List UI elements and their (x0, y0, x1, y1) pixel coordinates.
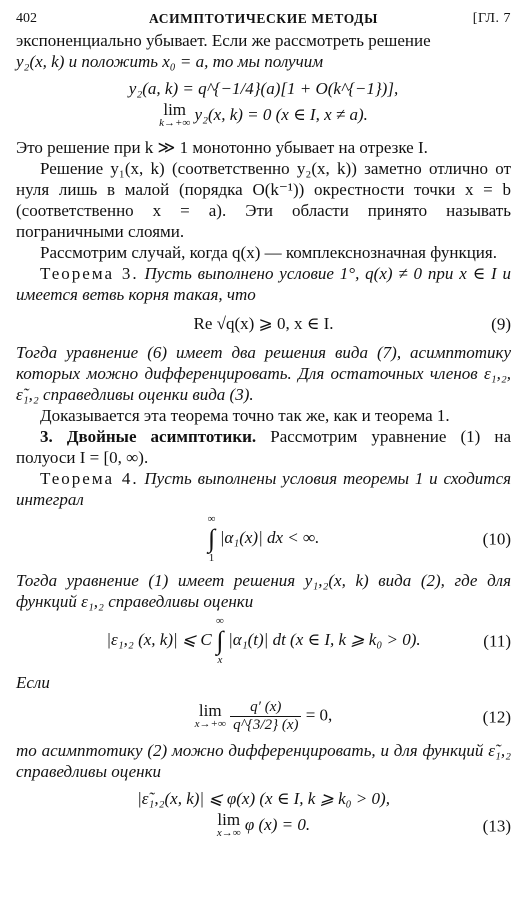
equation-9: Re √q(x) ⩾ 0, x ∈ I. (9) (193, 314, 511, 333)
paragraph: Доказывается эта теорема точно так же, как и теорема 1. (40, 406, 450, 425)
running-header (16, 6, 511, 30)
fraction: $\frac{q' (x)}{q\^{}\{3/2\} (x)}$ (230, 699, 301, 734)
chapter-mark: [ГЛ. 7 (472, 11, 511, 26)
paragraph: Это решение при k ≫ 1 монотонно убывает на отрезке I. (16, 138, 428, 157)
paragraph: Если (16, 673, 50, 692)
equation-11: |ε₁,₂ (x, k)| ⩽ C ∞ ∫ x |α₁(t)| dt (x ∈ I, k ⩾ k₀ > 0). (11) (106, 615, 511, 666)
equation-13a: |ε̃₁,₂(x, k)| ⩽ φ(x) (x ∈ I, k ⩾ k₀ > 0), (137, 789, 390, 808)
paragraph: Рассмотрим случай, когда q(x) — комплекснозначная функция. (40, 243, 497, 262)
equation-number: (10) (482, 529, 511, 549)
equation: y₂(a, k) = q^{−1/4}(a)[1 + O(k^{−1})], (128, 79, 399, 98)
limit-operator: lim x→+∞ (194, 700, 226, 730)
equation-number: (9) (491, 314, 511, 333)
paragraph: Тогда уравнение (1) имеет решения y₁,₂(x, k) вида (2), где для функций ε₁,₂ справедливы оценки (16, 571, 511, 611)
theorem-label: Теорема 3. (40, 264, 139, 283)
equation-12: lim x→+∞ $\frac{q' (x)}{q\^{}\{3/2\} (x)}$ = 0, (12) (194, 699, 511, 733)
paragraph: то асимптотику (2) можно дифференцировать, и для функций ε̃₁,₂ справедливы оценки (16, 741, 511, 781)
limit-operator: lim x→∞ (216, 810, 241, 839)
integral-sign: ∞ ∫ 1 (207, 513, 216, 564)
paragraph: экспоненциально убывает. Если же рассмотреть решение (16, 31, 431, 50)
equation: lim k→+∞ y₂(x, k) = 0 (x ∈ I, x ≠ a). (159, 100, 368, 129)
equation-number: (11) (483, 631, 511, 651)
theorem-label: Теорема 4. (40, 469, 139, 488)
equation-13b: lim x→∞ φ (x) = 0. (13) (216, 810, 511, 839)
equation-number: (13) (482, 816, 511, 836)
equation-number: (12) (482, 707, 511, 726)
paragraph: y₂(x, k) и положить x₀ = a, то мы получим (16, 52, 324, 71)
theorem-3: Теорема 3. Пусть выполнено условие 1°, q(x) ≠ 0 при x ∈ I и имеется ветвь корня такая, что (16, 264, 512, 304)
limit-operator: lim k→+∞ (159, 100, 191, 129)
equation-10: ∞ ∫ 1 |α₁(x)| dx < ∞. (10) (207, 513, 511, 564)
theorem-4: Теорема 4. Пусть выполнены условия теоремы 1 и сходится интеграл (16, 469, 512, 509)
running-title: АСИМПТОТИЧЕСКИЕ МЕТОДЫ (149, 11, 378, 26)
section-3: 3. Двойные асимптотики. Рассмотрим уравнение (1) на полуоси I = [0, ∞). (16, 427, 511, 467)
paragraph: Решение y₁(x, k) (соответственно y₂(x, k)) заметно отлично от нуля лишь в малой (порядка O(k⁻¹)) окрестности точки x = b (соответственно x = a). Эти области принято называть пограничными слоями. (16, 159, 511, 241)
paragraph: Тогда уравнение (6) имеет два решения вида (7), асимптотику которых можно дифференцировать. Для остаточных членов ε₁,₂, ε̃₁,₂ справедливы оценки вида (3). (16, 343, 511, 404)
page-number: 402 (16, 11, 37, 26)
section-heading: 3. Двойные асимптотики. (40, 427, 257, 446)
integral-sign: ∞ ∫ x (216, 615, 224, 666)
